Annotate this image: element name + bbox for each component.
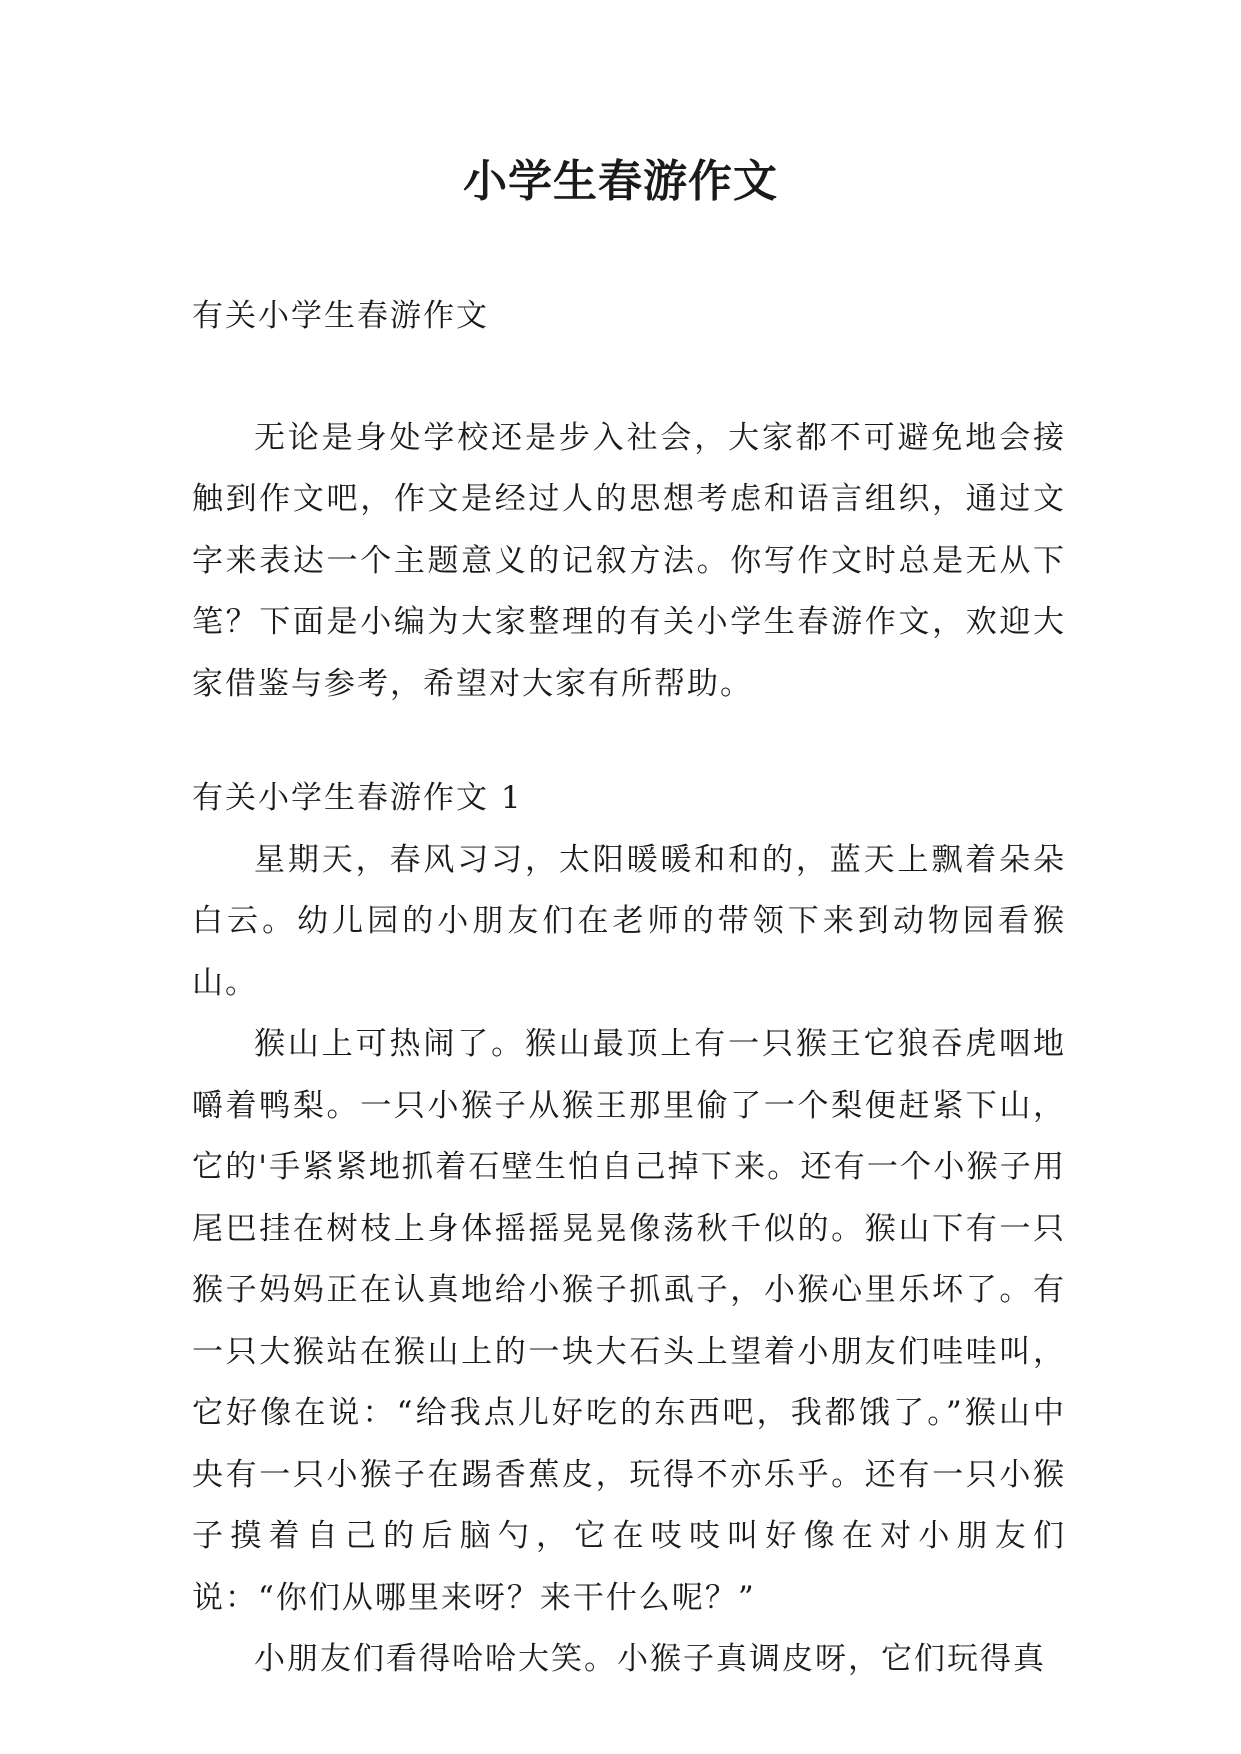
spacer (192, 348, 1066, 408)
body-paragraph: 星期天，春风习习，太阳暖暖和和的，蓝天上飘着朵朵白云。幼儿园的小朋友们在老师的带领下来到动物园看猴山。 (192, 841, 1066, 1001)
document-title: 小学生春游作文 (463, 156, 778, 207)
document-subtitle: 有关小学生春游作文 (192, 298, 489, 334)
body-paragraph: 小朋友们看得哈哈大笑。小猴子真调皮呀，它们玩得真 (254, 1641, 1046, 1677)
document-body (192, 286, 1066, 1691)
section-heading: 有关小学生春游作文 1 (192, 780, 523, 816)
body-paragraph: 猴山上可热闹了。猴山最顶上有一只猴王它狼吞虎咽地嚼着鸭梨。一只小猴子从猴王那里偷了一个梨便赶紧下山，它的'手紧紧地抓着石壁生怕自己掉下来。还有一个小猴子用尾巴挂在树枝上身体摇摇晃晃像荡秋千似的。猴山下有一只猴子妈妈正在认真地给小猴子抓虱子，小猴心里乐坏了。有一只大猴站在猴山上的一块大石头上望着小朋友们哇哇叫，它好像在说：“给我点儿好吃的东西吧，我都饿了。”猴山中央有一只小猴子在踢香蕉皮，玩得不亦乐乎。还有一只小猴子摸着自己的后脑勺，它在吱吱叫好像在对小朋友们说：“你们从哪里来呀？来干什么呢？” (192, 1026, 1066, 1616)
spacer (192, 715, 1066, 768)
intro-paragraph: 无论是身处学校还是步入社会，大家都不可避免地会接触到作文吧，作文是经过人的思想考虑和语言组织，通过文字来表达一个主题意义的记叙方法。你写作文时总是无从下笔？下面是小编为大家整理的有关小学生春游作文，欢迎大家借鉴与参考，希望对大家有所帮助。 (192, 419, 1066, 702)
